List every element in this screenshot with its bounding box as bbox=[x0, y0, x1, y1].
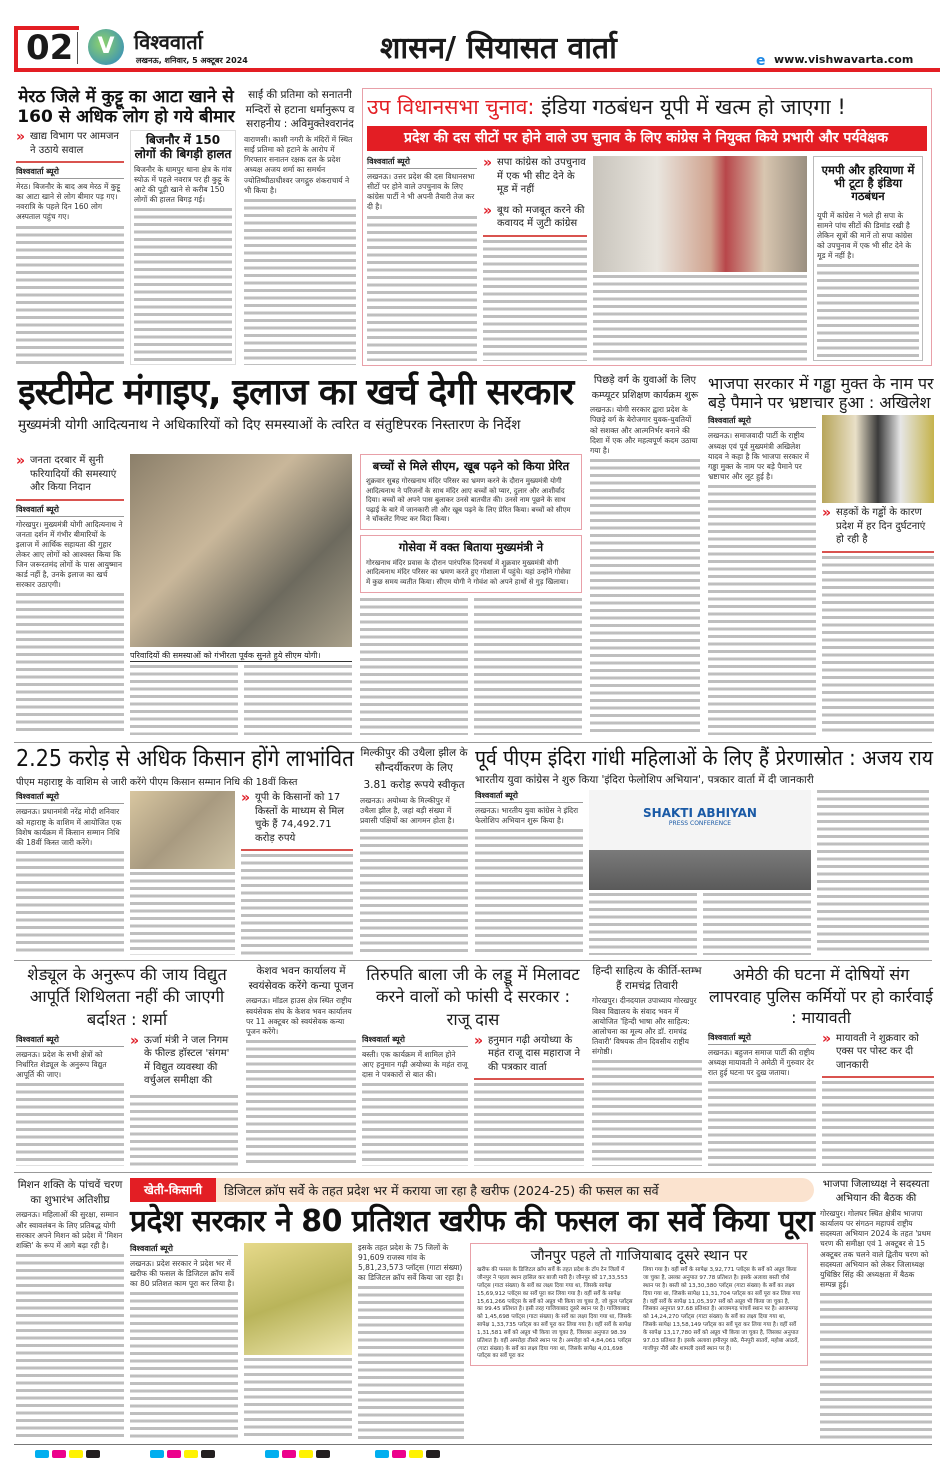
headline: भाजपा सरकार में गड्ढा मुक्त के नाम पर बड़े पैमाने पर भ्रष्टाचार हुआ : अखिलेश bbox=[708, 374, 934, 413]
photo-caption: परिवादियों की समस्याओं को गंभीरता पूर्वक सुनते हुये सीएम योगी। bbox=[130, 650, 352, 662]
deck: भारतीय युवा कांग्रेस ने शुरु किया 'इंदिरा फेलोशिप अभियान', पत्रकार वार्ता में दी जानकारी bbox=[475, 774, 814, 787]
article-lead-2: इसके तहत प्रदेश के 75 जिलों के 91,609 राजस्व गांव के 5,81,23,573 प्लॉट्स (गाटा संख्या) का डिजिटल क्रॉप सर्वे किया जा रहा है। bbox=[358, 1242, 464, 1282]
article-lead: गोरखपुर। मुख्यमंत्री योगी आदित्यनाथ ने जनता दर्शन में गंभीर बीमारियों के इलाज में आर्थिक सहायता की गुहार लेकर आए लोगों को आश्वस्त किया कि जिन जरूरतमंद लोगों के पास आयुष्मान कार्ड नहीं है, उनके इलाज का खर्च सरकार उठाएगी। bbox=[16, 519, 123, 590]
byline: विश्ववार्ता ब्यूरो bbox=[16, 504, 124, 517]
headline: शेड्यूल के अनुरूप की जाय विद्युत आपूर्ति शिथिलता नहीं की जाएगी बर्दाश्त : शर्मा bbox=[27, 965, 227, 1029]
article-lead: वाराणसी। काशी नगरी के मंदिरों में स्थित साईं प्रतिमा को हटाने के आरोप में गिरफ्तार सनातन रक्षक दल के प्रदेश अध्यक्ष अजय शर्मा का समर्थन ज्योतिष्पीठाधीश्वर जगद्गुरु शंकराचार्य ने भी किया है। bbox=[244, 135, 353, 195]
color-swatch bbox=[392, 1450, 406, 1458]
sidebar-box bbox=[130, 130, 236, 365]
byline: विश्ववार्ता ब्यूरो bbox=[16, 791, 124, 804]
section-title: शासन/ सियासत वार्ता bbox=[380, 31, 617, 66]
article-computer bbox=[590, 374, 700, 735]
bullet-point: » बूथ को मजबूत करने की कवायद में जुटी कांग्रेस bbox=[483, 204, 587, 237]
sidebar-box bbox=[813, 156, 923, 361]
photo-akhilesh bbox=[822, 415, 934, 503]
article-meerut bbox=[16, 88, 236, 365]
color-swatch bbox=[184, 1450, 198, 1458]
article-lead: लखनऊ। प्रदेश के सभी क्षेत्रों को निर्धारित शेड्यूल के अनुरूप विद्युत आपूर्ति की जाए। bbox=[16, 1049, 107, 1080]
article-lead: लखनऊ। महिलाओं की सुरक्षा, सम्मान और स्वावलंबन के लिए प्रतिबद्ध योगी सरकार अपने मिशन को प्रदेश में 'मिशन शक्ति' के रूप में आगे बढ़ा रही है। bbox=[16, 1210, 123, 1250]
bullet-point: » सड़कों के गड्ढों के कारण प्रदेश में हर दिन दुर्घटनाएं हो रही है bbox=[822, 506, 934, 553]
lead-deck: मुख्यमंत्री योगी आदित्यनाथ ने अधिकारियों को दिए समस्याओं के त्वरित व संतुष्टिपरक निस्तारण के निर्देश bbox=[18, 417, 521, 434]
article-lead: लखनऊ। मॉडल हाउस क्षेत्र स्थित राष्ट्रीय स्वयंसेवक संघ के केशव भवन कार्यालय पर 11 अक्टूबर को स्वयंसेवक कन्या पूजन करेंगे। bbox=[246, 996, 352, 1036]
banner-text: डिजिटल क्रॉप सर्वे के तहत प्रदेश भर में कराया जा रहा है खरीफ (2024-25) की फसल का सर्वे bbox=[224, 1183, 659, 1198]
banner-sub: PRESS CONFERENCE bbox=[668, 820, 732, 828]
byline: विश्ववार्ता ब्यूरो bbox=[475, 790, 583, 803]
byline: विश्ववार्ता ब्यूरो bbox=[16, 1034, 124, 1047]
article-lead: बस्ती। एक कार्यक्रम में शामिल होने आए हनुमान गढ़ी अयोध्या के महंत राजू दास ने पत्रकारों से बात की। bbox=[362, 1049, 468, 1080]
box-headline: गोसेवा में वक्त बिताया मुख्यमंत्री ने bbox=[398, 540, 544, 555]
article-body bbox=[244, 199, 356, 365]
article-akhilesh bbox=[708, 374, 934, 735]
byline: विश्ववार्ता ब्यूरो bbox=[708, 1032, 816, 1045]
headline: अमेठी की घटना में दोषियों संग लापरवाह पुलिस कर्मियों पर हो कार्रवाई : मायावती bbox=[708, 965, 934, 1028]
color-swatch bbox=[69, 1450, 83, 1458]
photo-crop-field bbox=[244, 1243, 352, 1355]
byline: विश्ववार्ता ब्यूरो bbox=[16, 166, 124, 179]
box-jaunpur bbox=[470, 1243, 808, 1367]
article-indira bbox=[475, 746, 933, 955]
photo-currency bbox=[130, 791, 235, 869]
headline-top: मिल्कीपुर की उथैला झील के सौन्दर्यीकरण के लिए bbox=[360, 747, 468, 774]
byline: विश्ववार्ता ब्यूरो bbox=[362, 1034, 468, 1047]
article-lead: लखनऊ। प्रधानमंत्री नरेंद्र मोदी शनिवार को महाराष्ट्र के वाशिम में आयोजित एक विशेष कार्यक्रम में किसान सम्मान निधि की 18वीं किस्त जारी करेंगे। bbox=[16, 807, 122, 847]
headline-kicker: उप विधानसभा चुनाव: bbox=[367, 95, 535, 119]
lead-headline: इस्टीमेट मंगाइए, इलाज का खर्च देगी सरकार bbox=[18, 372, 574, 413]
box-lead: बिजनौर के धामपुर थाना क्षेत्र के गांव स्योऊ में पहले नवरात्र पर ही कुट्टू के आटे की पूड़ी खाने से करीब 150 लोगों की हालत बिगड़ गई। bbox=[134, 164, 232, 205]
website-link[interactable]: www.vishwavarta.com bbox=[774, 53, 914, 66]
article-bypoll bbox=[362, 88, 932, 366]
box-cm-children bbox=[360, 454, 582, 530]
color-swatch bbox=[299, 1450, 313, 1458]
article-kharif bbox=[130, 1178, 814, 1440]
headline-top: पिछड़े वर्ग के युवाओं के लिए bbox=[593, 375, 697, 386]
headline: पूर्व पीएम इंदिरा गांधी महिलाओं के लिए हैं प्रेरणास्रोत : अजय राय bbox=[475, 746, 934, 770]
box-text-col2: लिया गया है। वहीं सर्वे के सापेक्ष 3,92,771 प्लॉट्स के सर्वे को अप्रूव किया जा चुका है, उसका अनुपात 97.78 प्रतिशत है। इसके अलावा बस्ती चौथे स्थान पर है। बस्ती को 13,30,380 प्लॉट्स (गाटा संख्या) के सर्वे का लक्ष्य दिया गया था, जिसके सापेक्ष 11,31,704 प्लॉट्स का सर्वे पूरा कर लिया गया है। वहीं सर्वे के सापेक्ष 11,05,397 सर्वे को अप्रूव भी किया जा चुका है, जिसका अनुपात 97.68 प्रतिशत है। आजमगढ़ पांचवें स्थान पर है। आजमगढ़ को 14,24,270 प्लॉट्स (गाटा संख्या) के सर्वे का लक्ष्य दिया गया था, जिसके सापेक्ष 13,58,149 प्लॉट्स का सर्वे पूरा कर लिया गया है। वहीं सर्वे के सापेक्ष 13,17,780 सर्वे को अप्रूव भी किया जा चुका है, जिसका अनुपात 97.03 प्रतिशत है। इसके अलावा हमीरपुर छठे, मैनपुरी सातवें, महोबा आठवें, गाजीपुर नौवें और शामली दसवें स्थान पर है। bbox=[643, 1267, 801, 1352]
article-lead: लखनऊ। समाजवादी पार्टी के राष्ट्रीय अध्यक्ष एवं पूर्व मुख्यमंत्री अखिलेश यादव ने कहा है कि भाजपा सरकार में गड्ढा मुक्त के नाम पर बड़े पैमाने पर भ्रष्टाचार और लूट हुई है। bbox=[708, 431, 810, 481]
headline: हिन्दी साहित्य के कीर्ति-स्तम्भ हैं रामचंद्र तिवारी bbox=[592, 965, 702, 992]
article-raju-das bbox=[362, 964, 584, 1166]
article-lead: लखनऊ। बहुजन समाज पार्टी की राष्ट्रीय अध्यक्ष मायावती ने अमेठी में गुरुवार देर रात हुई घटना पर दुख जताया। bbox=[708, 1047, 815, 1078]
print-color-bars bbox=[0, 1450, 945, 1462]
article-lead: गोरखपुर। दीनदयाल उपाध्याय गोरखपुर विश्व विद्यालय के संवाद भवन में आयोजित 'हिन्दी भाषा और साहित्य: आलोचना का मूल्य और डॉ. रामचंद्र तिवारी' विषयक तीन दिवसीय राष्ट्रीय संगोष्ठी। bbox=[592, 996, 697, 1056]
article-lead: लखनऊ। योगी सरकार द्वारा प्रदेश के पिछड़े वर्ग के बेरोजगार युवक-युवतियों को सशक्त और आत्मनिर्भर बनाने की दिशा में एक और महत्वपूर्ण कदम उठाया गया है। bbox=[590, 405, 698, 455]
color-swatch bbox=[35, 1450, 49, 1458]
bullet-point: » जनता दरबार में सुनी फरियादियों की समस्याएं और किया निदान bbox=[16, 454, 124, 501]
byline: विश्ववार्ता ब्यूरो bbox=[130, 1243, 238, 1256]
bullet-point: » ऊर्जा मंत्री ने जल निगम के फील्ड हॉस्टल 'संगम' में विद्युत व्यवस्था की वर्चुअल समीक्षा की bbox=[130, 1034, 238, 1092]
headline: केशव भवन कार्यालय में स्वयंसेवक करेंगे कन्या पूजन bbox=[248, 965, 354, 992]
box-headline: बिजनौर में 150 लोगों की बिगड़ी हालत bbox=[134, 133, 232, 161]
article-sharma bbox=[16, 964, 238, 1166]
box-headline: एमपी और हरियाणा में भी टूटा है इंडिया गठबंधन bbox=[821, 163, 915, 204]
bullet-point: » मायावती ने शुक्रवार को एक्स पर पोस्ट कर दी जानकारी bbox=[822, 1032, 934, 1079]
article-mission-shakti bbox=[16, 1178, 124, 1440]
color-swatch bbox=[282, 1450, 296, 1458]
red-band: प्रदेश की दस सीटों पर होने वाले उप चुनाव के लिए कांग्रेस ने नियुक्त किये प्रभारी और पर्यवेक्षक bbox=[403, 130, 889, 146]
bullet-point: » खाद्य विभाग पर आमजन ने उठाये सवाल bbox=[16, 130, 124, 163]
bullet-point: » सपा कांग्रेस को उपचुनाव में एक भी सीट देने के मूड में नहीं bbox=[483, 156, 587, 201]
category-banner bbox=[130, 1178, 814, 1202]
article-mayawati bbox=[708, 964, 934, 1166]
logo-icon: V bbox=[88, 29, 124, 65]
headline: मिशन शक्ति के पांचवें चरण का शुभारंभ अतिशीघ्र bbox=[17, 1179, 123, 1206]
headline-main: इंडिया गठबंधन यूपी में खत्म हो जाएगा ! bbox=[541, 95, 846, 119]
headline: 3.81 करोड़ रूपये स्वीकृत bbox=[363, 779, 465, 792]
headline: तिरुपति बाला जी के लड्डू में मिलावट करने वालों को फांसी दे सरकार : राजू दास bbox=[366, 965, 580, 1029]
article-lead: गोरखपुर। गोलघर स्थित क्षेत्रीय भाजपा कार्यालय पर संगठन महापर्व राष्ट्रीय सदस्यता अभियान 2024 के तहत 'प्रथम चरण की समीक्षा एवं 1 अक्टूबर से 15 अक्टूबर तक चलने वाले द्वितीय चरण को सदस्यता अभियान को लेकर जिलाध्यक्ष युधिष्ठिर सिंह की अध्यक्षता में बैठक सम्पन्न हुई। bbox=[820, 1209, 931, 1289]
article-sai bbox=[244, 88, 356, 365]
bullet-point: » हनुमान गढ़ी अयोध्या के महंत राजू दास महाराज ने की पत्रकार वार्ता bbox=[474, 1034, 584, 1081]
color-swatch bbox=[86, 1450, 100, 1458]
article-tiwari bbox=[592, 964, 702, 1166]
photo-leaders bbox=[593, 156, 807, 272]
color-swatch bbox=[150, 1450, 164, 1458]
bullet-point: » यूपी के किसानों को 17 किस्तों के माध्यम से मिल चुके हैं 74,492.71 करोड़ रुपये bbox=[241, 791, 353, 851]
banner-text: SHAKTI ABHIYAN bbox=[643, 806, 757, 821]
box-lead: यूपी में कांग्रेस ने भले ही सपा के सामने पांच सीटों की डिमांड रखी है लेकिन सूत्रों की मानें तो सपा कांग्रेस को उपचुनाव में एक भी सीट देने के मूड में नहीं है। bbox=[817, 210, 913, 261]
color-swatch bbox=[167, 1450, 181, 1458]
article-lead: मेरठ। बिजनौर के बाद अब मेरठ में कुट्टू का आटा खाने से लोग बीमार पड़ गए। नवरात्रि के पहले दिन 160 लोग अस्पताल पहुंच गए। bbox=[16, 182, 121, 222]
box-text: शुक्रवार सुबह गोरखनाथ मंदिर परिसर का भ्रमण करने के दौरान मुख्यमंत्री योगी आदित्यनाथ ने परिजनों के साथ मंदिर आए बच्चों को प्यार, दुलार और आशीर्वाद दिया। बच्चों को अपने पास बुलाकर उनसे बातचीत की। उनसे नाम पूछने के साथ पढ़ाई के बारे में जानकारी ली और खूब पढ़ने के लिए प्रेरित किया। बच्चों को सीएम ने चॉकलेट गिफ्ट कर विदा किया। bbox=[366, 477, 571, 523]
box-text: गोरखनाथ मंदिर प्रवास के दौरान पारंपरिक दिनचर्या में शुक्रवार मुख्यमंत्री योगी आदित्यनाथ मंदिर परिसर का भ्रमण करते हुए गोशाला में पहुंचे। यहां उन्होंने गोसेवा में कुछ समय व्यतीत किया। सीएम योगी ने गोवंश को अपने हाथों से गुड़ खिलाया। bbox=[366, 558, 571, 586]
masthead bbox=[14, 26, 940, 72]
byline: विश्ववार्ता ब्यूरो bbox=[708, 415, 816, 428]
lead-story-col1 bbox=[16, 454, 124, 735]
lead-story-boxes bbox=[360, 454, 582, 735]
article-bjp-membership bbox=[820, 1178, 932, 1440]
headline bbox=[367, 93, 925, 121]
headline: मेरठ जिले में कुट्टू का आटा खाने से 160 से अधिक लोग हो गये बीमार bbox=[17, 87, 235, 127]
color-swatch bbox=[426, 1450, 440, 1458]
color-swatch bbox=[52, 1450, 66, 1458]
photo-press-conference bbox=[589, 790, 811, 890]
box-headline: बच्चों से मिले सीएम, खूब पढ़ने को किया प्रेरित bbox=[372, 459, 570, 473]
article-milkipur bbox=[360, 746, 468, 955]
photo-cm-janta-darbar bbox=[130, 454, 352, 647]
box-text-col1: खरीफ की फसल के डिजिटल क्रॉप सर्वे के तहत प्रदेश के टॉप टेन जिलों में जौनपुर ने पहला स्थान हासिल कर बाजी मारी है। जौनपुर को 17,33,553 प्लॉट्स (गाटा संख्या) के सर्वे का लक्ष्य दिया गया था, जिसके सापेक्ष 15,69,912 प्लॉट्स का सर्वे पूरा कर लिया गया है। वहीं सर्वे के सापेक्ष 15,61,266 प्लॉट्स के सर्वे को अप्रूव भी किया जा चुका है, जो कुल प्लॉट्स का 99.45 प्रतिशत है। इसी तरह गाजियाबाद दूसरे स्थान पर है। गाजियाबाद को 1,45,698 प्लॉट्स (गाटा संख्या) के सर्वे का लक्ष्य दिया गया था, जिसके सापेक्ष 1,33,735 प्लॉट्स का सर्वे पूरा कर लिया गया है। वहीं सर्वे के सापेक्ष 1,31,581 सर्वे को अप्रूव भी किया जा चुका है, जिसका अनुपात 98.39 प्रतिशत है। वहीं अमरोहा तीसरे स्थान पर है। अमरोहा को 4,84,061 प्लॉट्स (गाटा संख्या) के सर्वे का लक्ष्य दिया गया था, जिसके सापेक्ष 4,01,698 प्लॉट्स का सर्वे पूरा कर bbox=[477, 1267, 633, 1360]
category-label: खेती-किसानी bbox=[130, 1178, 216, 1202]
headline: प्रदेश सरकार ने 80 प्रतिशत खरीफ की फसल का सर्वे किया पूरा bbox=[130, 1204, 815, 1239]
color-swatch bbox=[409, 1450, 423, 1458]
color-swatch bbox=[316, 1450, 330, 1458]
headline: कम्प्यूटर प्रशिक्षण कार्यक्रम शुरू bbox=[591, 390, 699, 401]
box-cm-gausewa bbox=[360, 535, 582, 593]
lead-story-heading bbox=[18, 372, 584, 433]
article-lead: लखनऊ। अयोध्या के मिल्कीपुर में उथैला झील है, जहां बड़ी संख्या में प्रवासी पक्षियों का आगमन होता है। bbox=[360, 796, 455, 826]
article-lead: लखनऊ। भारतीय युवा कांग्रेस ने इंदिरा फेलोशिप अभियान शुरू किया है। bbox=[475, 806, 579, 826]
article-body bbox=[16, 226, 124, 365]
deck: पीएम महाराष्ट्र के वाशिम से जारी करेंगे पीएम किसान सम्मान निधि की 18वीं किस्त bbox=[16, 777, 298, 789]
color-swatch bbox=[201, 1450, 215, 1458]
lead-story-photo-col bbox=[130, 454, 352, 735]
headline: साईं की प्रतिमा को सनातनी मन्दिरों से हटाना धर्मानुरूप व सराहनीय : अविमुक्तेश्वरानंद bbox=[245, 89, 355, 131]
globe-icon: e bbox=[756, 53, 766, 69]
paper-name: विश्ववार्ता bbox=[134, 30, 203, 54]
headline: 2.25 करोड़ से अधिक किसान होंगे लाभांवित bbox=[16, 746, 354, 772]
article-lead: लखनऊ। प्रदेश सरकार ने प्रदेश भर में खरीफ की फसल के डिजिटल क्रॉप सर्वे का 80 प्रतिशत काम पूरा कर लिया है। bbox=[130, 1258, 235, 1288]
article-lead: लखनऊ। उत्तर प्रदेश की दस विधानसभा सीटों पर होने वाले उपचुनाव के लिए कांग्रेस पार्टी ने भी अपनी तैयारी तेज कर दी है। bbox=[367, 172, 475, 212]
article-kisan bbox=[16, 746, 354, 955]
headline: भाजपा जिलाध्यक्ष ने सदस्यता अभियान की बैठक की bbox=[822, 1179, 930, 1204]
article-keshav bbox=[246, 964, 356, 1166]
dateline: लखनऊ, शनिवार, 5 अक्टूबर 2024 bbox=[136, 56, 248, 65]
page-number: 02 bbox=[26, 28, 74, 68]
byline: विश्ववार्ता ब्यूरो bbox=[367, 156, 477, 169]
box-headline: जौनपुर पहले तो गाजियाबाद दूसरे स्थान पर bbox=[530, 1247, 748, 1264]
color-swatch bbox=[265, 1450, 279, 1458]
color-swatch bbox=[375, 1450, 389, 1458]
